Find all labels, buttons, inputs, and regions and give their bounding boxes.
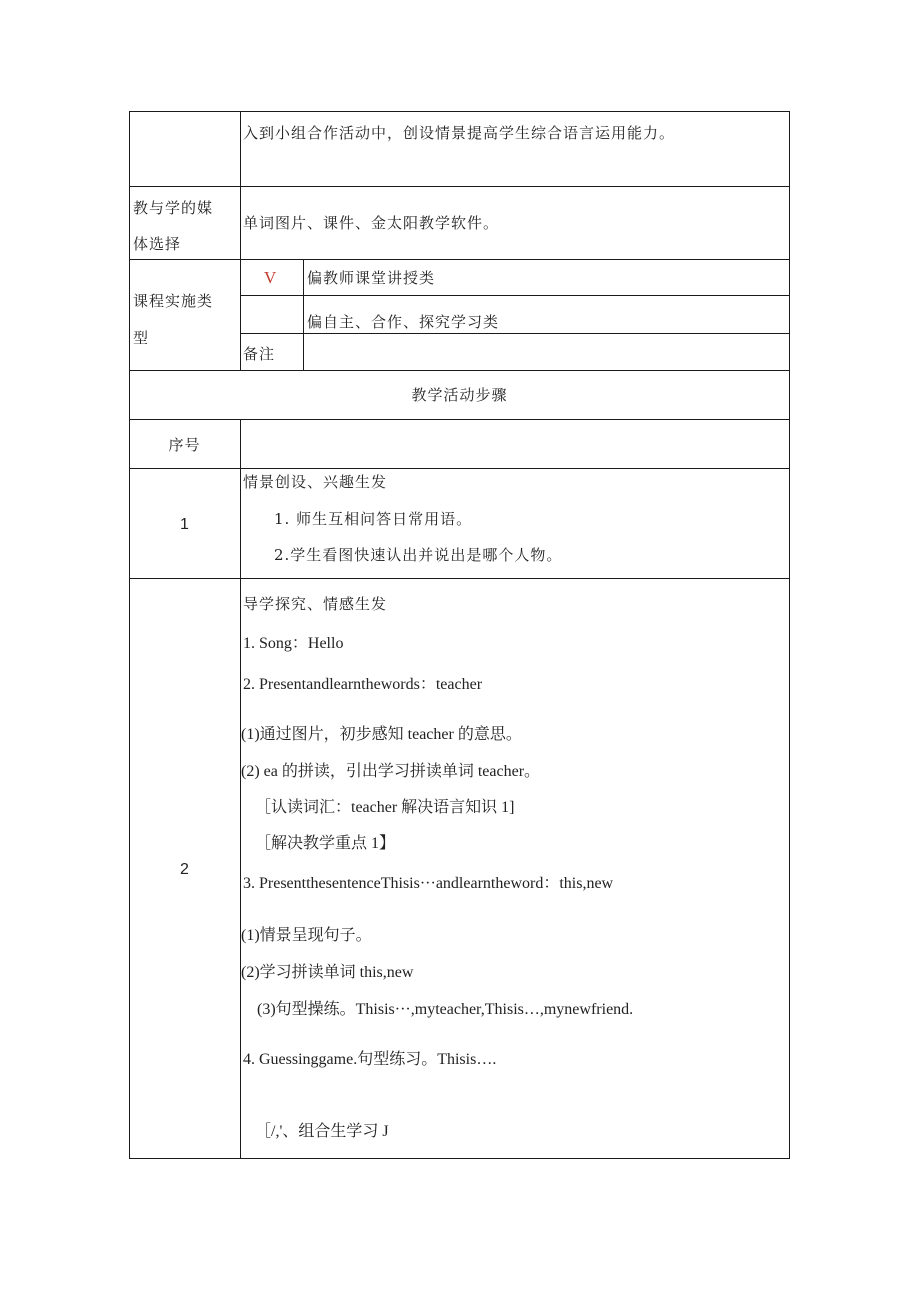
- row-divider: [129, 578, 790, 579]
- step-line: (2) ea 的拼读，引出学习拼读单词 teacher。: [241, 763, 541, 780]
- row-divider: [129, 370, 790, 371]
- step-title: 情景创设、兴趣生发: [243, 473, 388, 491]
- column-divider: [240, 111, 241, 371]
- column-divider: [303, 259, 304, 371]
- table-border-left: [129, 111, 130, 1159]
- step-line: 1. Song：Hello: [243, 635, 344, 652]
- step-line: (1)通过图片，初步感知 teacher 的意思。: [241, 726, 522, 743]
- step-number: 2: [180, 861, 189, 878]
- step-line: ［认读词汇：teacher 解决语言知识 1]: [255, 799, 515, 816]
- row-divider: [129, 259, 790, 260]
- row-divider: [129, 186, 790, 187]
- intro-text: 入到小组合作活动中，创设情景提高学生综合语言运用能力。: [243, 124, 676, 142]
- step-line: 4. Guessinggame.句型练习。Thisis….: [243, 1051, 497, 1068]
- row-divider: [129, 419, 790, 420]
- checkmark-icon: V: [264, 268, 278, 287]
- table-border-top: [129, 111, 790, 112]
- step-line: ［解决教学重点 1】: [255, 835, 396, 852]
- option-teacher-lecture: 偏教师课堂讲授类: [307, 269, 436, 287]
- row-divider: [240, 295, 790, 296]
- step-line: 3. PresentthesentenceThisis···andlearntheword：this,new: [243, 875, 614, 892]
- table-border-bottom: [129, 1158, 790, 1159]
- media-label-line1: 教与学的媒: [133, 199, 214, 217]
- column-divider: [240, 419, 241, 1159]
- step-line: (2)学习拼读单词 this,new: [241, 964, 414, 981]
- step-line: 1. 师生互相问答日常用语。: [274, 510, 473, 528]
- row-divider: [129, 468, 790, 469]
- course-type-label-line1: 课程实施类: [133, 292, 214, 310]
- step-line: (1)情景呈现句子。: [241, 927, 372, 944]
- section-title: 教学活动步骤: [411, 386, 508, 404]
- option-self-study: 偏自主、合作、探究学习类: [307, 313, 500, 331]
- row-divider: [240, 333, 790, 334]
- step-line: (3)句型操练。Thisis···,myteacher,Thisis…,mynewfriend.: [257, 1001, 634, 1018]
- step-title: 导学探究、情感生发: [243, 595, 388, 613]
- step-number: 1: [180, 516, 189, 533]
- step-line: 2.学生看图快速认出并说出是哪个人物。: [274, 546, 563, 564]
- media-label-line2: 体选择: [133, 235, 182, 253]
- step-line: 2. Presentandlearnthewords：teacher: [243, 676, 483, 693]
- step-line: ［/,'、组合生学习 J: [255, 1123, 389, 1140]
- table-border-right: [789, 111, 790, 1159]
- seq-header: 序号: [168, 436, 201, 454]
- course-type-label-line2: 型: [133, 329, 150, 347]
- note-label: 备注: [243, 345, 276, 363]
- media-content: 单词图片、课件、金太阳教学软件。: [243, 214, 500, 232]
